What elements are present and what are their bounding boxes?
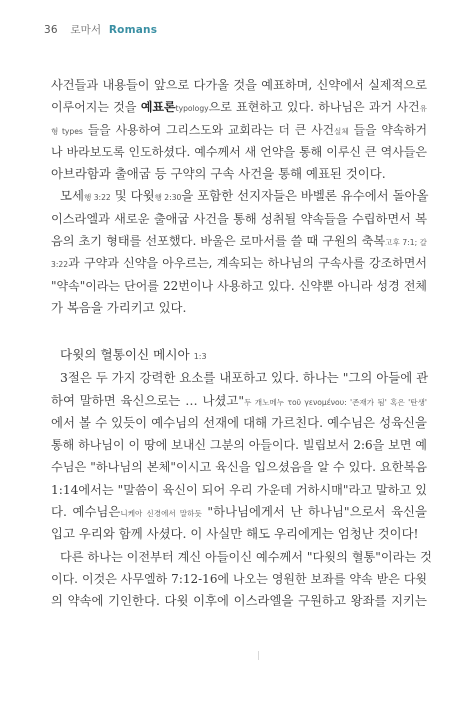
text-line: 음의 초기 형태를 선포했다. 바울은 로마서를 쓸 때 구원의 축복고후 7:1; 갈 bbox=[51, 234, 427, 249]
text-line: 다른 하나는 이전부터 계신 아들이신 예수께서 "다윗의 혈통"이라는 것 bbox=[60, 549, 432, 564]
text-line: 나 바라보도록 인도하셨다. 예수께서 새 언약을 통해 이루신 큰 역사들은 bbox=[51, 144, 427, 159]
book-title: Romans bbox=[108, 24, 158, 36]
section-heading: 다윗의 혈통이신 메시아 1:3 bbox=[60, 347, 207, 363]
text-line: 하여 말하면 육신으로는 … 나셨고"두 개노메누 τοῦ γενομένου: '존재가 됨' 혹은 '탄생' bbox=[51, 392, 427, 408]
text-line: 통해 하나님이 이 땅에 보내신 그분의 아들이다. 빌립보서 2:6을 보면 예 bbox=[51, 438, 427, 453]
text-line: 이루어지는 것을 예표론typology으로 표현하고 있다. 하나님은 과거 사건유 bbox=[51, 100, 427, 115]
text-line: "약속"이라는 단어를 22번이나 사용하고 있다. 신약뿐 아니라 성경 전체 bbox=[51, 278, 427, 293]
text-line: 사건들과 내용들이 앞으로 다가올 것을 예표하며, 신약에서 실제적으로 bbox=[51, 78, 427, 92]
text-line: 3절은 두 가지 강력한 요소를 내포하고 있다. 하나는 "그의 아들에 관 bbox=[60, 370, 429, 386]
text-line: 3:22과 구약과 신약을 아우르는, 계속되는 하나님의 구속사를 강조하면서 bbox=[51, 256, 427, 271]
running-header bbox=[44, 22, 157, 37]
text-line: 에서 볼 수 있듯이 예수님의 선재에 대해 가르친다. 예수님은 성육신을 bbox=[51, 414, 427, 430]
heading-verse-ref: 1:3 bbox=[193, 352, 207, 362]
text-line: 다. 예수님은니케아 신경에서 말하듯 "하나님에게서 난 하나님"으로서 육신을 bbox=[51, 504, 427, 520]
page-number: 36 bbox=[44, 24, 58, 36]
section-gap bbox=[51, 319, 427, 343]
text-line: 이스라엘과 새로운 출애굽 사건을 통해 성취될 약속들을 수립하면서 복 bbox=[51, 211, 427, 226]
body-text bbox=[51, 74, 432, 613]
page-mark bbox=[258, 651, 259, 660]
text-line: 수님은 "하나님의 본체"이시고 육신을 입으셨음을 알 수 있다. 요한복음 bbox=[51, 460, 427, 475]
text-line: 1:14에서는 "말씀이 육신이 되어 우리 가운데 거하시매"라고 말하고 있 bbox=[51, 482, 427, 497]
text-line: 입고 우리와 함께 사셨다. 이 사실만 해도 우리에게는 엄청난 것이다! bbox=[51, 526, 419, 542]
emphasized-term: 예표론 bbox=[140, 100, 176, 115]
text-line: 형 types 들을 사용하여 그리스도와 교회라는 더 큰 사건실체 들을 약속하거 bbox=[51, 122, 427, 137]
text-line: 아브라함과 출애굽 등 구약의 구속 사건을 통해 예표된 것이다. bbox=[51, 166, 386, 182]
section-title: 로마서 bbox=[70, 24, 102, 36]
text-line: 가 복음을 가리키고 있다. bbox=[51, 299, 187, 315]
text-line: 의 약속에 기인한다. 다윗 이후에 이스라엘을 구원하고 왕좌를 지키는 bbox=[51, 593, 427, 609]
text-line: 이다. 이것은 사무엘하 7:12-16에 나오는 영원한 보좌를 약속 받은 다윗 bbox=[51, 571, 427, 586]
text-line: 모세행 3:22 및 다윗행 2:30을 포함한 선지자들은 바벨론 유수에서 돌아올 bbox=[60, 188, 429, 204]
